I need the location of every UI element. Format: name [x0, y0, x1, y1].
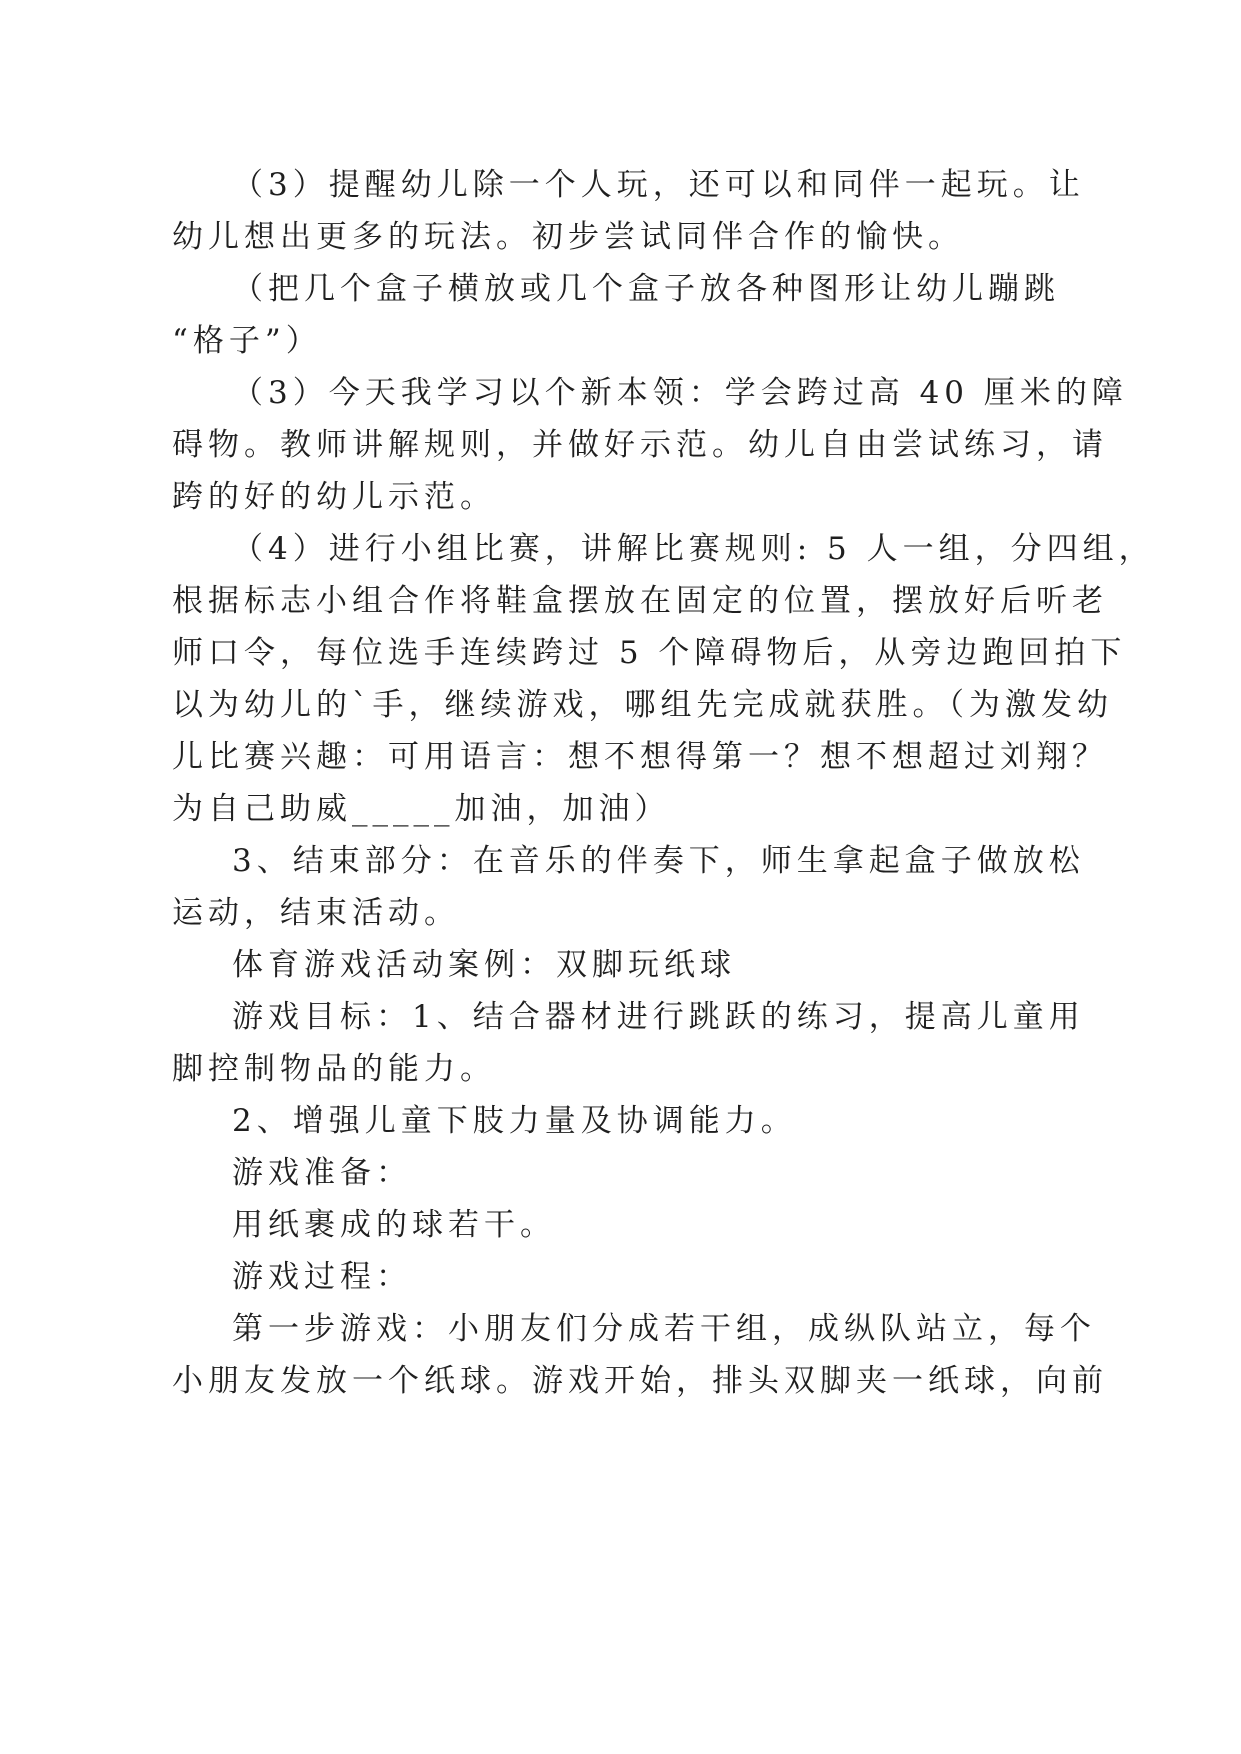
text-line: 游戏目标：1、结合器材进行跳跃的练习，提高儿童用	[232, 999, 1085, 1035]
text-line: 为自己助威_____加油，加油）	[172, 791, 671, 827]
text-line: 运动，结束活动。	[172, 895, 460, 931]
text-line: 小朋友发放一个纸球。游戏开始，排头双脚夹一纸球，向前	[172, 1363, 1108, 1399]
text-line: 师口令，每位选手连续跨过 5 个障碍物后，从旁边跑回拍下	[172, 635, 1127, 671]
text-line: 儿比赛兴趣：可用语言：想不想得第一？想不想超过刘翔？	[172, 739, 1108, 775]
text-line: （3）今天我学习以个新本领：学会跨过高 40 厘米的障	[232, 375, 1128, 411]
text-line: 游戏准备：	[232, 1155, 412, 1191]
text-line: （4）进行小组比赛，讲解比赛规则: 5 人一组，分四组，	[232, 531, 1155, 567]
text-line: 2、增强儿童下肢力量及协调能力。	[232, 1103, 797, 1139]
text-line: 用纸裹成的球若干。	[232, 1207, 556, 1243]
text-line: 碍物。教师讲解规则，并做好示范。幼儿自由尝试练习，请	[172, 427, 1108, 463]
text-line: （3）提醒幼儿除一个人玩，还可以和同伴一起玩。让	[232, 167, 1085, 203]
text-line: 3、结束部分：在音乐的伴奏下，师生拿起盒子做放松	[232, 843, 1085, 879]
text-line: （把几个盒子横放或几个盒子放各种图形让幼儿蹦跳	[232, 271, 1060, 307]
text-line: 第一步游戏：小朋友们分成若干组，成纵队站立，每个	[232, 1311, 1096, 1347]
text-line: “格子”）	[172, 323, 322, 359]
section-heading: 体育游戏活动案例：双脚玩纸球	[232, 947, 736, 983]
text-line: 幼儿想出更多的玩法。初步尝试同伴合作的愉快。	[172, 219, 964, 255]
text-line: 游戏过程：	[232, 1259, 412, 1295]
text-line: 脚控制物品的能力。	[172, 1051, 496, 1087]
text-line: 根据标志小组合作将鞋盒摆放在固定的位置，摆放好后听老	[172, 583, 1108, 619]
text-line: 以为幼儿的`手，继续游戏，哪组先完成就获胜。（为激发幼	[172, 687, 1113, 723]
text-line: 跨的好的幼儿示范。	[172, 479, 496, 515]
